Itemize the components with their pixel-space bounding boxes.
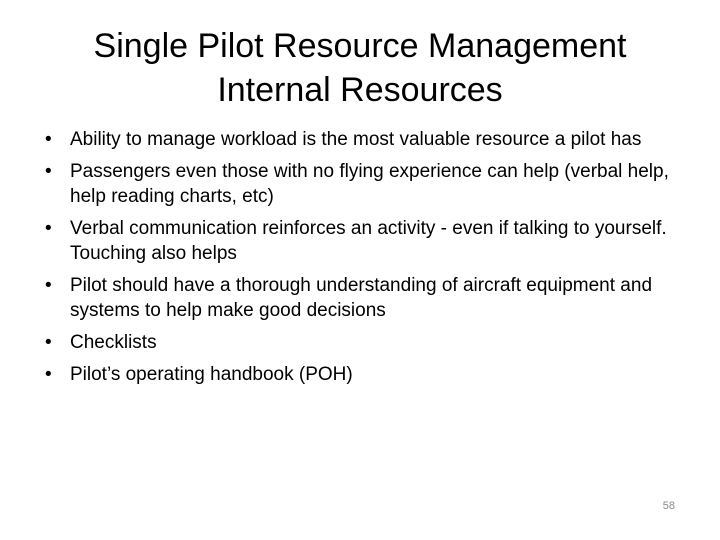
- bullet-item: [45, 159, 685, 209]
- bullet-icon: •: [45, 332, 52, 353]
- bullet-icon: •: [45, 218, 52, 239]
- bullet-icon: •: [45, 275, 52, 296]
- bullet-text: Passengers even those with no flying experience can help (verbal help, help reading charts, etc): [70, 161, 669, 207]
- slide-title-line-2: Internal Resources: [217, 71, 503, 109]
- bullet-text: Ability to manage workload is the most valuable resource a pilot has: [70, 129, 642, 150]
- bullet-item: [45, 273, 685, 323]
- bullet-icon: •: [45, 161, 52, 182]
- bullet-item: [45, 216, 685, 266]
- bullet-text: Pilot’s operating handbook (POH): [70, 364, 353, 385]
- bullet-icon: •: [45, 364, 52, 385]
- slide-title-line-1: Single Pilot Resource Management: [93, 27, 627, 65]
- slide-title: [36, 24, 684, 112]
- bullet-item: [45, 362, 685, 387]
- bullet-list: [45, 127, 685, 394]
- page-number: 58: [662, 500, 675, 512]
- bullet-text: Pilot should have a thorough understanding of aircraft equipment and systems to help make good decisions: [70, 275, 653, 321]
- bullet-icon: •: [45, 129, 52, 150]
- bullet-item: [45, 330, 685, 355]
- bullet-text: Verbal communication reinforces an activity - even if talking to yourself. Touching also helps: [70, 218, 677, 264]
- bullet-text: Checklists: [70, 332, 157, 353]
- bullet-item: [45, 127, 685, 152]
